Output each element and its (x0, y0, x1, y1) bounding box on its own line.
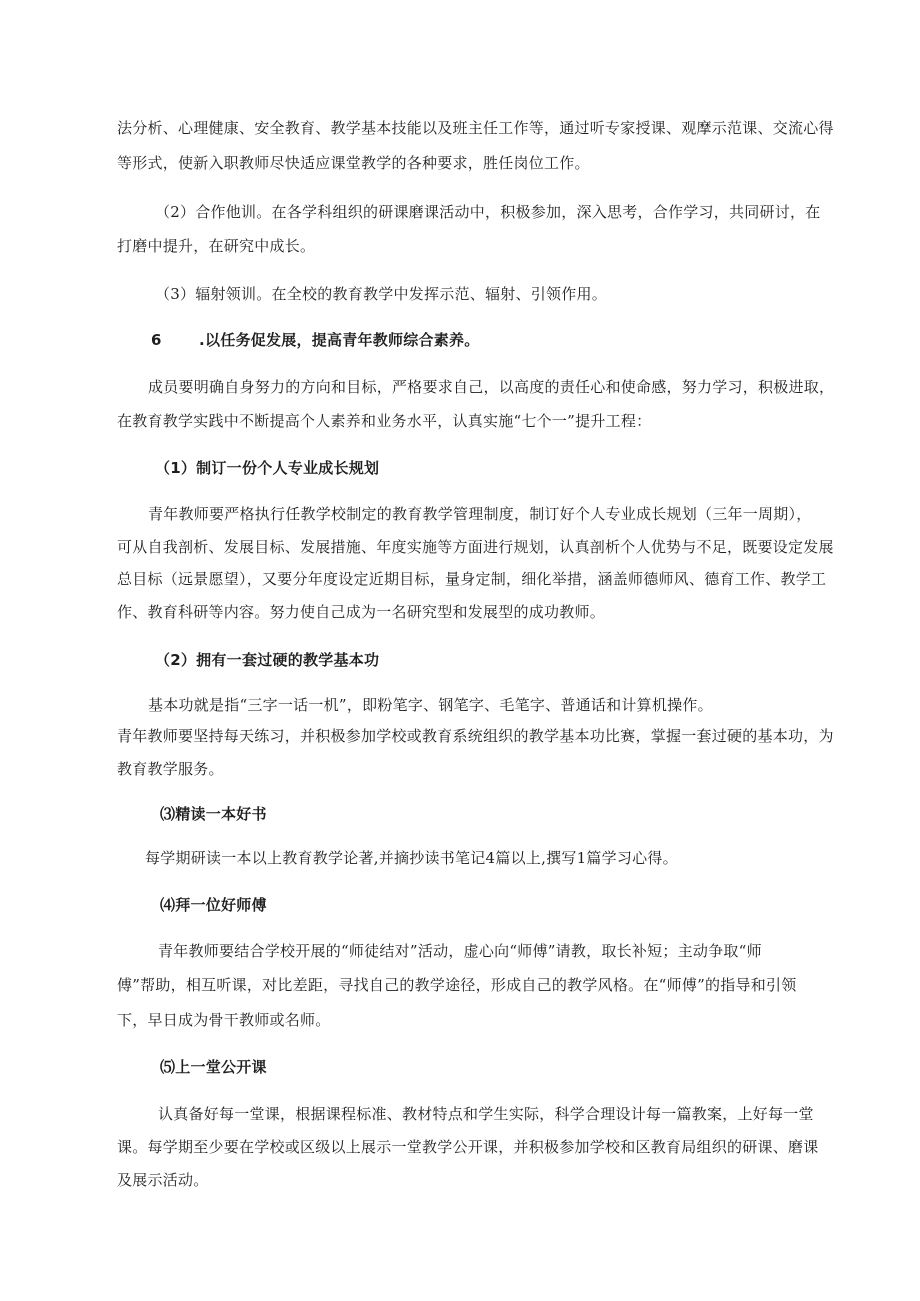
item-1-line-1: 青年教师要严格执行任教学校制定的教育教学管理制度，制订好个人专业成长规划（三年一周期）， (148, 505, 812, 523)
item-4-line-2: 傅”帮助，相互听课，对比差距，寻找自己的教学途径，形成自己的教学风格。在“师傅”的指导和引领 (117, 976, 797, 994)
cooperate-line-2: 打磨中提升，在研究中成长。 (117, 237, 316, 255)
radiate-line-1: （3）辐射领训。在全校的教育教学中发挥示范、辐射、引领作用。 (155, 285, 608, 303)
item-1-line-3: 总目标（远景愿望），又要分年度设定近期目标，量身定制，细化举措，涵盖师德师风、德育工作、教学工 (117, 570, 827, 588)
item-4-line-3: 下，早日成为骨干教师或名师。 (117, 1011, 331, 1029)
item-1-line-2: 可从自我剖析、发展目标、发展措施、年度实施等方面进行规划，认真剖析个人优势与不足，既要设定发展 (117, 538, 834, 556)
members-line-2: 在教育教学实践中不断提高个人素养和业务水平，认真实施“七个一”提升工程： (117, 412, 652, 430)
item-2-heading: （2）拥有一套过硬的教学基本功 (155, 651, 380, 669)
intro-line-1: 法分析、心理健康、安全教育、教学基本技能以及班主任工作等，通过听专家授课、观摩示范课、交流心得 (117, 119, 834, 137)
item-1-heading: （1）制订一份个人专业成长规划 (155, 459, 380, 477)
members-line-1: 成员要明确自身努力的方向和目标，严格要求自己，以高度的责任心和使命感，努力学习，积极进取， (148, 378, 835, 396)
item-2-line-1: 基本功就是指“三字一话一机”，即粉笔字、钢笔字、毛笔字、普通话和计算机操作。 (148, 696, 713, 714)
item-4-line-1: 青年教师要结合学校开展的“师徒结对”活动，虚心向“师傅”请教，取长补短；主动争取“师 (158, 942, 762, 960)
section-6-heading (151, 330, 479, 350)
item-5-line-2: 课。每学期至少要在学校或区级以上展示一堂教学公开课，并积极参加学校和区教育局组织的研课、磨课 (117, 1138, 819, 1156)
cooperate-line-1: （2）合作他训。在各学科组织的研课磨课活动中，积极参加，深入思考，合作学习，共同研讨，在 (155, 203, 821, 221)
item-2-line-2: 青年教师要坚持每天练习，并积极参加学校或教育系统组织的教学基本功比赛，掌握一套过硬的基本功，为 (117, 727, 834, 745)
item-3-heading: ⑶精读一本好书 (160, 805, 267, 823)
item-4-heading: ⑷拜一位好师傅 (160, 896, 267, 914)
intro-line-2: 等形式，使新入职教师尽快适应课堂教学的各种要求，胜任岗位工作。 (117, 154, 590, 172)
item-2-line-3: 教育教学服务。 (117, 760, 224, 778)
item-5-line-3: 及展示活动。 (117, 1171, 209, 1189)
item-5-heading: ⑸上一堂公开课 (160, 1058, 267, 1076)
section-6-title: .以任务促发展，提高青年教师综合素养。 (199, 331, 480, 349)
item-1-line-4: 作、教育科研等内容。努力使自己成为一名研究型和发展型的成功教师。 (117, 603, 606, 621)
item-5-line-1: 认真备好每一堂课，根据课程标准、教材特点和学生实际，科学合理设计每一篇教案，上好每一堂 (158, 1105, 814, 1123)
item-3-line-1: 每学期研读一本以上教育教学论著,并摘抄读书笔记4篇以上,撰写1篇学习心得。 (145, 849, 678, 867)
section-6-number: 6 (151, 331, 162, 349)
